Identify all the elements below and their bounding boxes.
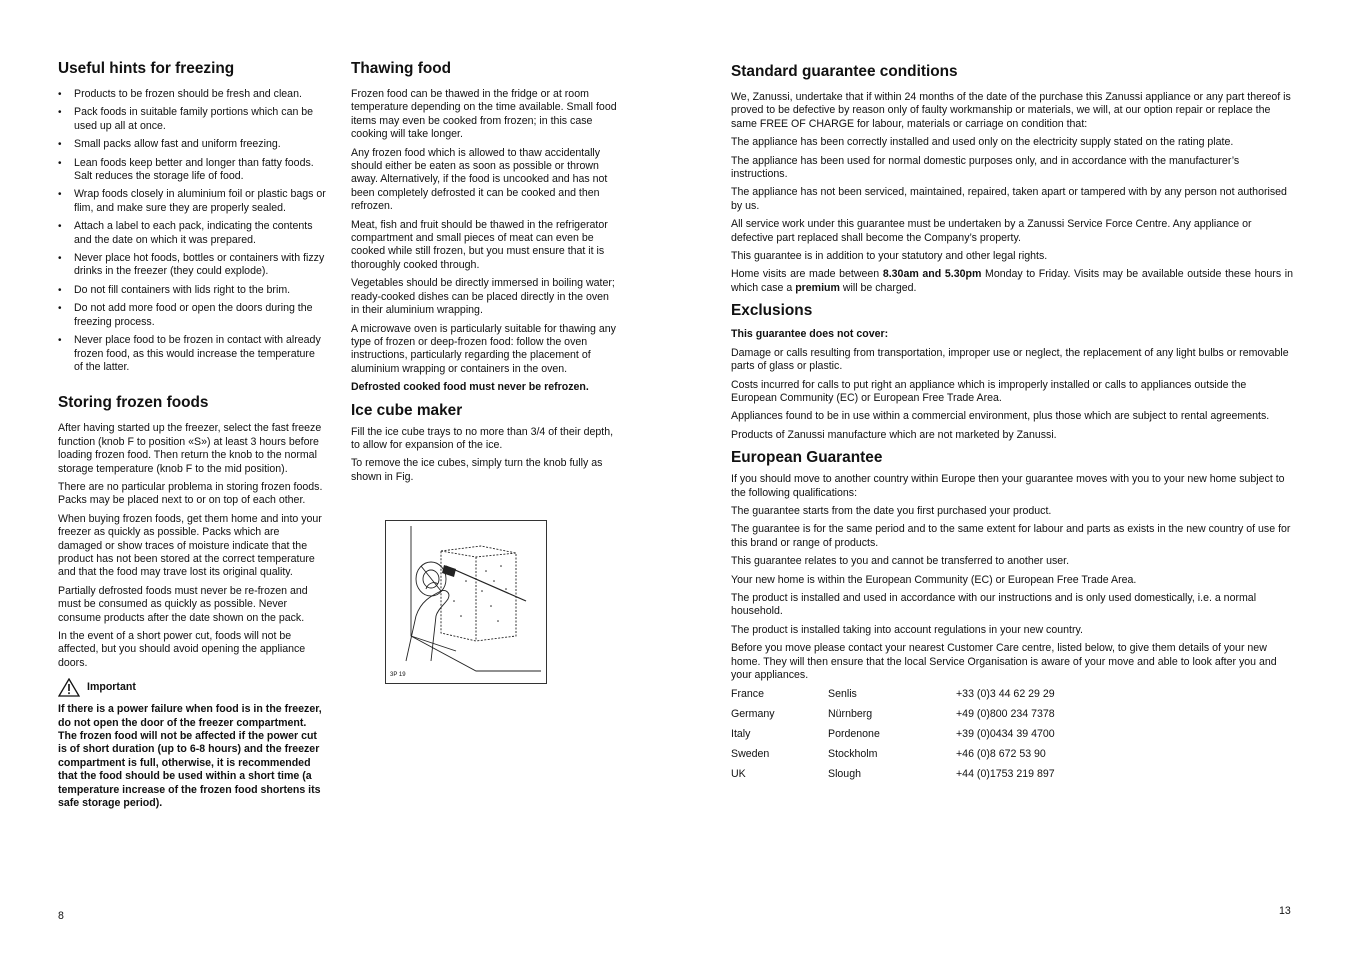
contact-country: Sweden (731, 748, 770, 761)
storing-paragraph: In the event of a short power cut, foods will not be affected, but you should avoid opening the appliance doors. (58, 630, 306, 669)
page-number-right: 13 (1279, 905, 1291, 917)
thawing-warning: Defrosted cooked food must never be refrozen. (351, 381, 589, 394)
contact-city: Stockholm (828, 748, 878, 761)
exclusions-subheading: This guarantee does not cover: (731, 328, 889, 341)
thawing-paragraph: A microwave oven is particularly suitable for thawing any type of frozen or deep-frozen food: follow the oven instructions, particularly regarding the placement of aluminium wrapping or containers in the oven. (351, 322, 616, 375)
important-notice (58, 678, 326, 697)
list-item: • Wrap foods closely in aluminium foil or plastic bags or flim, and make sure they are properly sealed. (58, 188, 326, 215)
page-number-left: 8 (58, 910, 64, 922)
contact-city: Slough (828, 768, 861, 781)
exclusions-heading: Exclusions (731, 302, 813, 320)
list-item: • Pack foods in suitable family portions which can be used up all at once. (58, 106, 326, 133)
contact-phone: +44 (0)1753 219 897 (956, 768, 1055, 781)
warning-triangle-icon (58, 678, 80, 697)
table-row (731, 688, 1055, 708)
contact-country: UK (731, 768, 746, 781)
right-column (731, 61, 1293, 788)
guarantee-paragraph: The appliance has been used for normal domestic purposes only, and in accordance with the manufacturer’s instructions. (731, 154, 1240, 181)
contact-country: Italy (731, 728, 751, 741)
guarantee-heading: Standard guarantee conditions (731, 63, 958, 80)
european-paragraph: Your new home is within the European Community (EC) or European Free Trade Area. (731, 573, 1137, 586)
thawing-paragraph: Meat, fish and fruit should be thawed in the refrigerator compartment and small pieces of meat can even be cooked while still frozen, but you must ensure that it is thoroughly cooked through. (351, 218, 608, 271)
visits-premium: premium (795, 281, 840, 294)
contact-city: Pordenone (828, 728, 880, 741)
contact-city: Senlis (828, 688, 857, 701)
left-column (58, 58, 326, 815)
list-item: • Do not add more food or open the doors during the freezing process. (58, 302, 326, 329)
ice-maker-illustration (386, 521, 546, 683)
list-item: • Lean foods keep better and longer than fatty foods. Salt reduces the storage life of food. (58, 157, 326, 184)
contact-phone: +49 (0)800 234 7378 (956, 708, 1055, 721)
guarantee-paragraph: This guarantee is in addition to your statutory and other legal rights. (731, 250, 1048, 263)
storing-paragraph: There are no particular problema in storing frozen foods. Packs may be placed next to or on top of each other. (58, 480, 323, 507)
contacts-table (731, 688, 1055, 788)
european-paragraph: Before you move please contact your nearest Customer Care centre, listed below, to give them details of your new home. They will then ensure that the local Service Organisation is aware of your move and able to look after you and your appliances. (731, 642, 1277, 681)
european-heading: European Guarantee (731, 449, 883, 467)
freezing-heading: Useful hints for freezing (58, 60, 235, 77)
european-paragraph: The guarantee starts from the date you first purchased your product. (731, 504, 1052, 517)
guarantee-paragraph: The appliance has been correctly installed and used only on the electricity supply stated on the rating plate. (731, 136, 1234, 149)
freezing-list (58, 88, 326, 374)
thawing-paragraph: Frozen food can be thawed in the fridge or at room temperature depending on the time available. Small food items may even be cooked from frozen; in this case cooking will take longer. (351, 88, 617, 141)
exclusions-paragraph: Damage or calls resulting from transportation, improper use or neglect, the replacement of any light bulbs or removable parts of glass or plastic. (731, 346, 1289, 373)
storing-paragraph: After having started up the freezer, select the fast freeze function (knob F to position «S») at least 3 hours before loading frozen food. Then return the knob to the normal storage temperature (knob F to the mid position). (58, 422, 322, 475)
european-paragraph: This guarantee relates to you and cannot be transferred to another user. (731, 555, 1070, 568)
storing-heading: Storing frozen foods (58, 394, 209, 412)
table-row (731, 748, 1055, 768)
list-item: • Products to be frozen should be fresh and clean. (58, 88, 326, 101)
visits-text: Home visits are made between (731, 268, 883, 281)
table-row (731, 708, 1055, 728)
exclusions-paragraph: Costs incurred for calls to put right an appliance which is improperly installed or calls to appliances outside the European Community (EC) or European Free Trade Area. (731, 378, 1247, 404)
important-label: Important (87, 681, 136, 694)
european-paragraph: If you should move to another country within Europe then your guarantee moves with you to your new home subject to the following qualifications: (731, 473, 1285, 499)
guarantee-paragraph: We, Zanussi, undertake that if within 24 months of the date of the purchase this Zanussi appliance or any part thereof is proved to be defective by reason only of faulty workmanship or materials, we will, at our option repair or replace the same FREE OF CHARGE for labour, materials or carriage on condition that: (731, 91, 1291, 130)
table-row (731, 768, 1055, 788)
contact-country: Germany (731, 708, 775, 721)
thawing-heading: Thawing food (351, 60, 452, 77)
important-text: If there is a power failure when food is in the freezer, do not open the door of the freezer compartment. The frozen food will not be affected if the power cut is of short duration (up to 6-8 hours) and the freezer compartment is full, otherwise, it is recommended that the food should be used within a short time (a temperature increase of the frozen food shortens its safe storage period). (58, 703, 322, 810)
middle-column (351, 58, 617, 489)
list-item: • Small packs allow fast and uniform freezing. (58, 138, 326, 151)
european-paragraph: The product is installed taking into account regulations in your new country. (731, 623, 1083, 636)
ice-heading: Ice cube maker (351, 401, 463, 419)
exclusions-paragraph: Appliances found to be in use within a commercial environment, plus those which are subject to rental agreements. (731, 410, 1270, 423)
list-item: • Never place food to be frozen in contact with already frozen food, as this would increase the temperature of the latter. (58, 334, 326, 374)
ice-paragraph: Fill the ice cube trays to no more than 3/4 of their depth, to allow for expansion of the ice. (351, 425, 614, 451)
contact-city: Nürnberg (828, 708, 873, 721)
storing-paragraph: When buying frozen foods, get them home and into your freezer as quickly as possible. Packs which are damaged or show traces of moisture indicate that the product has not been stored at the correct temperature and that the food may trave lost its original quality. (58, 512, 322, 579)
exclusions-paragraph: Products of Zanussi manufacture which are not marketed by Zanussi. (731, 428, 1057, 441)
list-item: • Never place hot foods, bottles or containers with fizzy drinks in the freezer (they could explode). (58, 252, 326, 279)
thawing-paragraph: Vegetables should be directly immersed in boiling water; ready-cooked dishes can be placed directly in the oven in their aluminium wrapping. (351, 277, 615, 317)
contact-phone: +46 (0)8 672 53 90 (956, 748, 1046, 761)
contact-phone: +33 (0)3 44 62 29 29 (956, 688, 1055, 701)
list-item: • Attach a label to each pack, indicating the contents and the date on which it was prepared. (58, 220, 326, 247)
contact-country: France (731, 688, 764, 701)
visits-text: Monday to Friday. Visits may be available outside these hours in which case a (731, 268, 1293, 294)
visits-text: will be charged. (839, 281, 917, 294)
ice-maker-figure (385, 520, 547, 684)
european-paragraph: The guarantee is for the same period and to the same extent for labour and parts as exists in the new country of use for this brand or range of products. (731, 523, 1291, 549)
figure-label: 3P 19 (390, 672, 406, 678)
storing-paragraph: Partially defrosted foods must never be re-frozen and must be consumed as quickly as possible. Never consume products after the date shown on the pack. (58, 584, 308, 624)
contact-phone: +39 (0)0434 39 4700 (956, 728, 1055, 741)
thawing-paragraph: Any frozen food which is allowed to thaw accidentally should either be eaten as soon as possible or thrown away. Alternatively, if the food is uncooked and has not been completely defrosted it can be cooked and then refrozen. (351, 146, 608, 213)
guarantee-paragraph: The appliance has not been serviced, maintained, repaired, taken apart or tampered with by any person not authorised by us. (731, 186, 1287, 212)
home-visits-paragraph (731, 268, 1293, 295)
european-paragraph: The product is installed and used in accordance with our instructions and is only used domestically, i.e. a normal household. (731, 591, 1257, 618)
visits-hours: 8.30am and 5.30pm (882, 268, 982, 281)
list-item: • Do not fill containers with lids right to the brim. (58, 284, 326, 297)
ice-paragraph: To remove the ice cubes, simply turn the knob fully as shown in Fig. (351, 457, 603, 483)
guarantee-paragraph: All service work under this guarantee must be undertaken by a Zanussi Service Force Centre. Any appliance or defective part replaced shall become the Company’s property. (731, 218, 1252, 244)
table-row (731, 728, 1055, 748)
